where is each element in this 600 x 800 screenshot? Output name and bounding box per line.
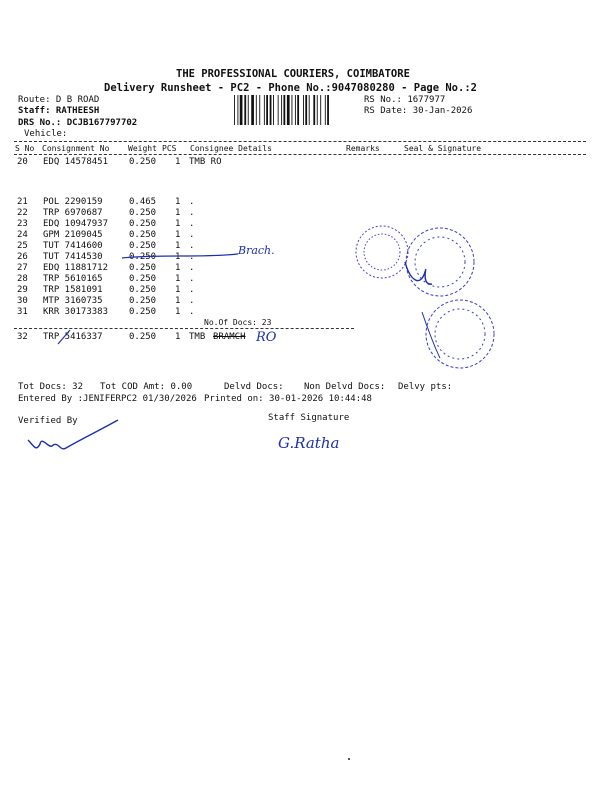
row-weight: 0.250 <box>129 241 157 251</box>
row-pcs: 1 <box>175 219 181 229</box>
row-details: . <box>189 263 195 273</box>
seal-signature <box>405 262 432 284</box>
row-pcs: 1 <box>175 230 181 240</box>
row-details: . <box>189 208 195 218</box>
row-pcs: 1 <box>175 274 181 284</box>
row-sno: 26 <box>17 252 28 262</box>
row-sno: 30 <box>17 296 28 306</box>
company-title: THE PROFESSIONAL COURIERS, COIMBATORE <box>176 68 410 80</box>
rs-number: RS No.: 1677977 <box>364 95 446 105</box>
row-sno: 28 <box>17 274 28 284</box>
row-details: . <box>189 219 195 229</box>
row-sno: 21 <box>17 197 28 207</box>
staff-signature-label: Staff Signature <box>268 413 350 423</box>
row-pcs: 1 <box>175 157 181 167</box>
verified-by-label: Verified By <box>18 416 78 426</box>
seal-signature <box>422 312 440 358</box>
row-weight: 0.250 <box>129 332 157 342</box>
row-consignment: POL 2290159 <box>43 197 103 207</box>
staff-label: Staff: RATHEESH <box>18 106 100 116</box>
row-weight: 0.250 <box>129 219 157 229</box>
row-sno: 27 <box>17 263 28 273</box>
rs-date: RS Date: 30-Jan-2026 <box>364 106 473 116</box>
row-details: . <box>189 285 195 295</box>
row-weight: 0.250 <box>129 157 157 167</box>
row-sno: 20 <box>17 157 28 167</box>
row-weight: 0.250 <box>129 252 157 262</box>
row-pcs: 1 <box>175 208 181 218</box>
row-consignment: TRP 5610165 <box>43 274 103 284</box>
row-sno: 25 <box>17 241 28 251</box>
vehicle-label: Vehicle: <box>24 129 68 139</box>
col-remarks: Remarks <box>346 144 380 153</box>
row-consignment: TRP 1581091 <box>43 285 103 295</box>
slash-mark <box>58 330 70 344</box>
row-details: . <box>189 274 195 284</box>
row-weight: 0.250 <box>129 208 157 218</box>
row-pcs: 1 <box>175 296 181 306</box>
stamp-icon <box>406 228 474 296</box>
row-details: . <box>189 197 195 207</box>
row-pcs: 1 <box>175 332 181 342</box>
row-consignment: GPM 2109045 <box>43 230 103 240</box>
col-weight: Weight <box>128 144 157 153</box>
row-details: . <box>189 296 195 306</box>
stamp-icon <box>356 226 408 278</box>
row-weight: 0.250 <box>129 230 157 240</box>
stamp-icon <box>426 300 494 368</box>
row-pcs: 1 <box>175 197 181 207</box>
row-consignment: EDQ 14578451 <box>43 157 109 167</box>
handwritten-brach: Brach. <box>238 244 275 257</box>
col-details: Consignee Details <box>190 144 272 153</box>
row-weight: 0.250 <box>129 274 157 284</box>
route-label: Route: D B ROAD <box>18 95 100 105</box>
row-pcs: 1 <box>175 307 181 317</box>
row-sno: 24 <box>17 230 28 240</box>
col-pcs: PCS <box>162 144 177 153</box>
delvd-docs: Delvd Docs: <box>224 382 284 392</box>
entered-by: Entered By :JENIFERPC2 01/30/2026 <box>18 394 197 404</box>
row-details-prefix: TMB <box>189 332 206 342</box>
row-details: . <box>189 307 195 317</box>
runsheet-title: Delivery Runsheet - PC2 - Phone No.:9047080280 - Page No.:2 <box>104 82 477 94</box>
row-details: . <box>189 230 195 240</box>
delvy-pts: Delvy pts: <box>398 382 453 392</box>
stray-dot <box>348 758 350 760</box>
row-details: . <box>189 241 195 251</box>
row-sno: 31 <box>17 307 28 317</box>
row-details: TMB RO <box>189 157 222 167</box>
drs-number: DRS No.: DCJB167797702 <box>18 118 138 128</box>
row-pcs: 1 <box>175 252 181 262</box>
col-seal: Seal & Signature <box>404 144 482 153</box>
row-consignment: TUT 7414600 <box>43 241 103 251</box>
row-consignment: TRP 5416337 <box>43 332 103 342</box>
tot-cod: Tot COD Amt: 0.00 <box>100 382 193 392</box>
row-weight: 0.250 <box>129 285 157 295</box>
row-pcs: 1 <box>175 263 181 273</box>
row-consignment: TRP 6970687 <box>43 208 103 218</box>
row-sno: 32 <box>17 332 28 342</box>
row-consignment: KRR 30173383 <box>43 307 109 317</box>
row-consignment: EDQ 11881712 <box>43 263 109 273</box>
strike-line <box>122 254 238 258</box>
printed-on: Printed on: 30-01-2026 10:44:48 <box>204 394 372 404</box>
handwritten-ro: RO <box>256 330 277 345</box>
col-consignment: Consignment No <box>42 144 110 153</box>
col-sno: S No <box>15 144 35 153</box>
row-consignment: TUT 7414530 <box>43 252 103 262</box>
row-weight: 0.250 <box>129 263 157 273</box>
row-weight: 0.250 <box>129 307 157 317</box>
non-delvd-docs: Non Delvd Docs: <box>304 382 386 392</box>
row-consignment: EDQ 10947937 <box>43 219 109 229</box>
row-weight: 0.465 <box>129 197 157 207</box>
row-pcs: 1 <box>175 285 181 295</box>
no-of-docs: No.Of Docs: 23 <box>204 318 272 327</box>
row-consignment: MTP 3160735 <box>43 296 103 306</box>
row-sno: 29 <box>17 285 28 295</box>
row-details: . <box>189 252 195 262</box>
row-sno: 22 <box>17 208 28 218</box>
row-sno: 23 <box>17 219 28 229</box>
row-weight: 0.250 <box>129 296 157 306</box>
row-pcs: 1 <box>175 241 181 251</box>
staff-signature-handwritten: G.Ratha <box>278 434 340 452</box>
row-details-struck: BRAMCH <box>213 332 246 342</box>
tot-docs: Tot Docs: 32 <box>18 382 84 392</box>
